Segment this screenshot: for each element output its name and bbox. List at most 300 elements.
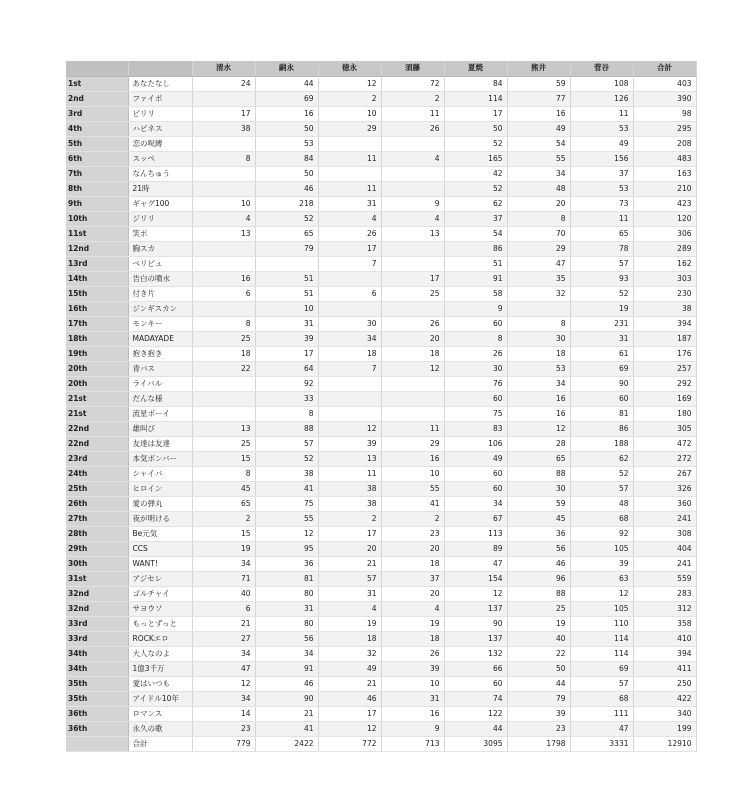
vote-count-cell[interactable] bbox=[507, 301, 570, 316]
vote-count-cell[interactable]: 41 bbox=[381, 496, 444, 511]
vote-count-cell[interactable] bbox=[381, 256, 444, 271]
vote-count-cell[interactable]: 54 bbox=[507, 136, 570, 151]
vote-count-cell[interactable] bbox=[318, 391, 381, 406]
vote-count-cell[interactable]: 69 bbox=[570, 361, 633, 376]
vote-count-cell[interactable] bbox=[318, 136, 381, 151]
vote-count-cell[interactable]: 108 bbox=[570, 76, 633, 91]
vote-count-cell[interactable]: 55 bbox=[381, 481, 444, 496]
vote-count-cell[interactable]: 34 bbox=[507, 166, 570, 181]
vote-count-cell[interactable]: 57 bbox=[570, 481, 633, 496]
vote-count-cell[interactable] bbox=[318, 406, 381, 421]
vote-count-cell[interactable]: 105 bbox=[570, 541, 633, 556]
rank-cell[interactable]: 1st bbox=[66, 76, 128, 91]
vote-count-cell[interactable]: 67 bbox=[444, 511, 507, 526]
vote-count-cell[interactable]: 44 bbox=[507, 676, 570, 691]
rank-cell[interactable]: 35th bbox=[66, 691, 128, 706]
column-header[interactable]: 清水 bbox=[192, 61, 255, 76]
total-value-cell[interactable]: 257 bbox=[633, 361, 696, 376]
vote-count-cell[interactable]: 49 bbox=[507, 121, 570, 136]
total-value-cell[interactable]: 360 bbox=[633, 496, 696, 511]
vote-count-cell[interactable]: 88 bbox=[507, 466, 570, 481]
vote-count-cell[interactable]: 8 bbox=[507, 316, 570, 331]
song-title-cell[interactable]: 恋の呪縛 bbox=[128, 136, 192, 151]
rank-cell[interactable]: 16th bbox=[66, 301, 128, 316]
vote-count-cell[interactable]: 20 bbox=[381, 586, 444, 601]
total-value-cell[interactable]: 241 bbox=[633, 511, 696, 526]
vote-count-cell[interactable]: 8 bbox=[192, 151, 255, 166]
rank-cell[interactable]: 8th bbox=[66, 181, 128, 196]
vote-count-cell[interactable]: 33 bbox=[255, 391, 318, 406]
vote-count-cell[interactable]: 8 bbox=[255, 406, 318, 421]
vote-count-cell[interactable]: 35 bbox=[507, 271, 570, 286]
rank-cell[interactable]: 26th bbox=[66, 496, 128, 511]
vote-count-cell[interactable]: 17 bbox=[318, 706, 381, 721]
rank-cell[interactable]: 11st bbox=[66, 226, 128, 241]
total-value-cell[interactable]: 472 bbox=[633, 436, 696, 451]
column-header[interactable]: 須藤 bbox=[381, 61, 444, 76]
vote-count-cell[interactable]: 31 bbox=[318, 586, 381, 601]
vote-count-cell[interactable]: 63 bbox=[570, 571, 633, 586]
total-value-cell[interactable]: 187 bbox=[633, 331, 696, 346]
vote-count-cell[interactable]: 38 bbox=[318, 496, 381, 511]
total-value-cell[interactable]: 312 bbox=[633, 601, 696, 616]
vote-count-cell[interactable]: 39 bbox=[507, 706, 570, 721]
vote-count-cell[interactable]: 52 bbox=[255, 451, 318, 466]
vote-count-cell[interactable]: 27 bbox=[192, 631, 255, 646]
vote-count-cell[interactable]: 52 bbox=[255, 211, 318, 226]
vote-count-cell[interactable]: 38 bbox=[255, 466, 318, 481]
column-header[interactable]: 菅谷 bbox=[570, 61, 633, 76]
vote-count-cell[interactable]: 218 bbox=[255, 196, 318, 211]
vote-count-cell[interactable]: 9 bbox=[381, 721, 444, 736]
vote-count-cell[interactable]: 46 bbox=[507, 556, 570, 571]
vote-count-cell[interactable]: 90 bbox=[444, 616, 507, 631]
vote-count-cell[interactable]: 12 bbox=[192, 676, 255, 691]
vote-count-cell[interactable]: 34 bbox=[192, 556, 255, 571]
vote-count-cell[interactable] bbox=[381, 136, 444, 151]
vote-count-cell[interactable]: 20 bbox=[381, 541, 444, 556]
vote-count-cell[interactable]: 165 bbox=[444, 151, 507, 166]
total-value-cell[interactable]: 176 bbox=[633, 346, 696, 361]
vote-count-cell[interactable]: 34 bbox=[255, 646, 318, 661]
vote-count-cell[interactable]: 68 bbox=[570, 691, 633, 706]
song-title-cell[interactable]: MADAYADE bbox=[128, 331, 192, 346]
vote-count-cell[interactable]: 22 bbox=[507, 646, 570, 661]
rank-cell[interactable]: 18th bbox=[66, 331, 128, 346]
vote-count-cell[interactable]: 34 bbox=[192, 646, 255, 661]
vote-count-cell[interactable]: 3095 bbox=[444, 736, 507, 751]
vote-count-cell[interactable]: 7 bbox=[318, 256, 381, 271]
vote-count-cell[interactable]: 78 bbox=[570, 241, 633, 256]
vote-count-cell[interactable]: 60 bbox=[444, 391, 507, 406]
vote-count-cell[interactable]: 2422 bbox=[255, 736, 318, 751]
vote-count-cell[interactable]: 8 bbox=[192, 466, 255, 481]
vote-count-cell[interactable]: 18 bbox=[318, 346, 381, 361]
song-title-cell[interactable]: ROCKエロ bbox=[128, 631, 192, 646]
vote-count-cell[interactable]: 60 bbox=[444, 676, 507, 691]
vote-count-cell[interactable]: 15 bbox=[192, 526, 255, 541]
vote-count-cell[interactable]: 38 bbox=[318, 481, 381, 496]
vote-count-cell[interactable]: 16 bbox=[381, 451, 444, 466]
vote-count-cell[interactable]: 17 bbox=[192, 106, 255, 121]
rank-cell[interactable]: 22nd bbox=[66, 436, 128, 451]
vote-count-cell[interactable] bbox=[381, 376, 444, 391]
rank-cell[interactable]: 5th bbox=[66, 136, 128, 151]
total-value-cell[interactable]: 208 bbox=[633, 136, 696, 151]
vote-count-cell[interactable] bbox=[192, 241, 255, 256]
vote-count-cell[interactable] bbox=[381, 301, 444, 316]
vote-count-cell[interactable]: 25 bbox=[381, 286, 444, 301]
vote-count-cell[interactable]: 17 bbox=[381, 271, 444, 286]
vote-count-cell[interactable]: 37 bbox=[570, 166, 633, 181]
vote-count-cell[interactable]: 34 bbox=[507, 376, 570, 391]
vote-count-cell[interactable]: 47 bbox=[444, 556, 507, 571]
vote-count-cell[interactable]: 60 bbox=[444, 481, 507, 496]
vote-count-cell[interactable]: 65 bbox=[255, 226, 318, 241]
rank-cell[interactable]: 10th bbox=[66, 211, 128, 226]
song-title-cell[interactable]: ロマンス bbox=[128, 706, 192, 721]
vote-count-cell[interactable]: 16 bbox=[507, 106, 570, 121]
vote-count-cell[interactable]: 57 bbox=[570, 676, 633, 691]
vote-count-cell[interactable]: 18 bbox=[507, 346, 570, 361]
vote-count-cell[interactable]: 8 bbox=[507, 211, 570, 226]
vote-count-cell[interactable]: 39 bbox=[381, 661, 444, 676]
vote-count-cell[interactable]: 42 bbox=[444, 166, 507, 181]
vote-count-cell[interactable] bbox=[318, 376, 381, 391]
song-title-cell[interactable]: WANT! bbox=[128, 556, 192, 571]
vote-count-cell[interactable] bbox=[381, 166, 444, 181]
vote-count-cell[interactable]: 31 bbox=[570, 331, 633, 346]
column-header[interactable]: 徳永 bbox=[318, 61, 381, 76]
vote-count-cell[interactable]: 65 bbox=[507, 451, 570, 466]
song-title-cell[interactable]: ヒロイン bbox=[128, 481, 192, 496]
vote-count-cell[interactable] bbox=[381, 181, 444, 196]
song-title-cell[interactable]: もっとずっと bbox=[128, 616, 192, 631]
vote-count-cell[interactable] bbox=[192, 301, 255, 316]
rank-cell[interactable]: 32nd bbox=[66, 601, 128, 616]
song-title-cell[interactable]: 1億3千万 bbox=[128, 661, 192, 676]
vote-count-cell[interactable]: 80 bbox=[255, 616, 318, 631]
rank-cell[interactable]: 22nd bbox=[66, 421, 128, 436]
song-title-cell[interactable]: ハピネス bbox=[128, 121, 192, 136]
vote-count-cell[interactable]: 46 bbox=[255, 181, 318, 196]
total-value-cell[interactable]: 423 bbox=[633, 196, 696, 211]
vote-count-cell[interactable]: 74 bbox=[444, 691, 507, 706]
rank-cell[interactable]: 23rd bbox=[66, 451, 128, 466]
header-corner-cell[interactable] bbox=[128, 61, 192, 76]
vote-count-cell[interactable]: 84 bbox=[255, 151, 318, 166]
vote-count-cell[interactable]: 91 bbox=[444, 271, 507, 286]
total-value-cell[interactable]: 292 bbox=[633, 376, 696, 391]
vote-count-cell[interactable]: 18 bbox=[381, 346, 444, 361]
vote-count-cell[interactable]: 26 bbox=[318, 226, 381, 241]
vote-count-cell[interactable]: 61 bbox=[570, 346, 633, 361]
total-value-cell[interactable]: 404 bbox=[633, 541, 696, 556]
vote-count-cell[interactable]: 9 bbox=[444, 301, 507, 316]
rank-cell[interactable]: 7th bbox=[66, 166, 128, 181]
vote-count-cell[interactable]: 18 bbox=[192, 346, 255, 361]
vote-count-cell[interactable]: 50 bbox=[255, 166, 318, 181]
vote-count-cell[interactable]: 10 bbox=[192, 196, 255, 211]
song-title-cell[interactable]: アイドル10年 bbox=[128, 691, 192, 706]
total-value-cell[interactable]: 210 bbox=[633, 181, 696, 196]
vote-count-cell[interactable]: 88 bbox=[255, 421, 318, 436]
vote-count-cell[interactable]: 50 bbox=[255, 121, 318, 136]
song-title-cell[interactable]: ファイポ bbox=[128, 91, 192, 106]
vote-count-cell[interactable]: 2 bbox=[192, 511, 255, 526]
vote-count-cell[interactable]: 41 bbox=[255, 481, 318, 496]
column-header[interactable]: 熊井 bbox=[507, 61, 570, 76]
vote-count-cell[interactable]: 60 bbox=[444, 466, 507, 481]
vote-count-cell[interactable]: 713 bbox=[381, 736, 444, 751]
song-title-cell[interactable]: 合計 bbox=[128, 736, 192, 751]
vote-count-cell[interactable]: 10 bbox=[381, 676, 444, 691]
total-value-cell[interactable]: 12910 bbox=[633, 736, 696, 751]
vote-count-cell[interactable]: 93 bbox=[570, 271, 633, 286]
vote-count-cell[interactable]: 48 bbox=[507, 181, 570, 196]
total-value-cell[interactable]: 394 bbox=[633, 646, 696, 661]
vote-count-cell[interactable]: 15 bbox=[192, 451, 255, 466]
rank-cell[interactable]: 4th bbox=[66, 121, 128, 136]
vote-count-cell[interactable]: 56 bbox=[255, 631, 318, 646]
song-title-cell[interactable]: ベリピュ bbox=[128, 256, 192, 271]
vote-count-cell[interactable]: 20 bbox=[507, 196, 570, 211]
vote-count-cell[interactable]: 70 bbox=[507, 226, 570, 241]
total-value-cell[interactable]: 358 bbox=[633, 616, 696, 631]
vote-count-cell[interactable]: 111 bbox=[570, 706, 633, 721]
vote-count-cell[interactable]: 69 bbox=[570, 661, 633, 676]
total-value-cell[interactable]: 483 bbox=[633, 151, 696, 166]
song-title-cell[interactable]: 夜が明ける bbox=[128, 511, 192, 526]
vote-count-cell[interactable]: 65 bbox=[192, 496, 255, 511]
vote-count-cell[interactable]: 51 bbox=[444, 256, 507, 271]
vote-count-cell[interactable]: 49 bbox=[318, 661, 381, 676]
vote-count-cell[interactable]: 77 bbox=[507, 91, 570, 106]
vote-count-cell[interactable]: 83 bbox=[444, 421, 507, 436]
vote-count-cell[interactable]: 132 bbox=[444, 646, 507, 661]
song-title-cell[interactable]: ギャグ100 bbox=[128, 196, 192, 211]
vote-count-cell[interactable]: 26 bbox=[381, 121, 444, 136]
vote-count-cell[interactable]: 86 bbox=[570, 421, 633, 436]
total-value-cell[interactable]: 410 bbox=[633, 631, 696, 646]
total-value-cell[interactable]: 295 bbox=[633, 121, 696, 136]
vote-count-cell[interactable]: 34 bbox=[192, 691, 255, 706]
vote-count-cell[interactable]: 231 bbox=[570, 316, 633, 331]
vote-count-cell[interactable]: 53 bbox=[507, 361, 570, 376]
vote-count-cell[interactable]: 31 bbox=[381, 691, 444, 706]
rank-cell[interactable]: 2nd bbox=[66, 91, 128, 106]
vote-count-cell[interactable]: 8 bbox=[444, 331, 507, 346]
vote-count-cell[interactable]: 45 bbox=[192, 481, 255, 496]
rank-cell[interactable]: 30th bbox=[66, 556, 128, 571]
vote-count-cell[interactable]: 55 bbox=[507, 151, 570, 166]
vote-count-cell[interactable]: 60 bbox=[570, 391, 633, 406]
vote-count-cell[interactable]: 53 bbox=[570, 121, 633, 136]
vote-count-cell[interactable]: 25 bbox=[192, 436, 255, 451]
vote-count-cell[interactable] bbox=[192, 376, 255, 391]
vote-count-cell[interactable]: 17 bbox=[444, 106, 507, 121]
total-value-cell[interactable]: 303 bbox=[633, 271, 696, 286]
vote-count-cell[interactable]: 51 bbox=[255, 286, 318, 301]
vote-count-cell[interactable]: 36 bbox=[255, 556, 318, 571]
song-title-cell[interactable]: アジセレ bbox=[128, 571, 192, 586]
vote-count-cell[interactable]: 47 bbox=[192, 661, 255, 676]
vote-count-cell[interactable]: 44 bbox=[444, 721, 507, 736]
vote-count-cell[interactable]: 32 bbox=[318, 646, 381, 661]
total-value-cell[interactable]: 411 bbox=[633, 661, 696, 676]
song-title-cell[interactable]: 愛の弾丸 bbox=[128, 496, 192, 511]
vote-count-cell[interactable]: 11 bbox=[318, 151, 381, 166]
song-title-cell[interactable]: 胸スカ bbox=[128, 241, 192, 256]
vote-count-cell[interactable]: 80 bbox=[255, 586, 318, 601]
vote-count-cell[interactable]: 49 bbox=[444, 451, 507, 466]
vote-count-cell[interactable]: 1798 bbox=[507, 736, 570, 751]
vote-count-cell[interactable]: 66 bbox=[444, 661, 507, 676]
total-value-cell[interactable]: 283 bbox=[633, 586, 696, 601]
vote-count-cell[interactable]: 26 bbox=[381, 646, 444, 661]
vote-count-cell[interactable]: 51 bbox=[255, 271, 318, 286]
vote-count-cell[interactable]: 8 bbox=[192, 316, 255, 331]
song-title-cell[interactable]: ジンギスカン bbox=[128, 301, 192, 316]
vote-count-cell[interactable]: 11 bbox=[381, 421, 444, 436]
vote-count-cell[interactable]: 779 bbox=[192, 736, 255, 751]
rank-cell[interactable]: 34th bbox=[66, 646, 128, 661]
total-value-cell[interactable]: 403 bbox=[633, 76, 696, 91]
vote-count-cell[interactable]: 59 bbox=[507, 496, 570, 511]
rank-cell[interactable]: 17th bbox=[66, 316, 128, 331]
vote-count-cell[interactable]: 21 bbox=[318, 556, 381, 571]
vote-count-cell[interactable]: 188 bbox=[570, 436, 633, 451]
vote-count-cell[interactable] bbox=[255, 256, 318, 271]
total-value-cell[interactable]: 394 bbox=[633, 316, 696, 331]
vote-count-cell[interactable]: 52 bbox=[570, 466, 633, 481]
vote-count-cell[interactable]: 4 bbox=[192, 211, 255, 226]
rank-cell[interactable]: 36th bbox=[66, 721, 128, 736]
vote-count-cell[interactable]: 28 bbox=[507, 436, 570, 451]
vote-count-cell[interactable]: 72 bbox=[381, 76, 444, 91]
vote-count-cell[interactable]: 47 bbox=[570, 721, 633, 736]
vote-count-cell[interactable]: 114 bbox=[570, 631, 633, 646]
vote-count-cell[interactable]: 34 bbox=[318, 331, 381, 346]
rank-cell[interactable]: 33rd bbox=[66, 631, 128, 646]
vote-count-cell[interactable] bbox=[381, 391, 444, 406]
vote-count-cell[interactable]: 37 bbox=[381, 571, 444, 586]
vote-count-cell[interactable] bbox=[192, 256, 255, 271]
total-value-cell[interactable]: 306 bbox=[633, 226, 696, 241]
vote-count-cell[interactable]: 17 bbox=[255, 346, 318, 361]
vote-count-cell[interactable]: 62 bbox=[444, 196, 507, 211]
vote-count-cell[interactable]: 75 bbox=[444, 406, 507, 421]
total-value-cell[interactable]: 250 bbox=[633, 676, 696, 691]
total-value-cell[interactable]: 38 bbox=[633, 301, 696, 316]
song-title-cell[interactable]: ジリリ bbox=[128, 211, 192, 226]
vote-count-cell[interactable] bbox=[192, 391, 255, 406]
total-value-cell[interactable]: 180 bbox=[633, 406, 696, 421]
vote-count-cell[interactable]: 90 bbox=[570, 376, 633, 391]
rank-cell[interactable]: 20th bbox=[66, 361, 128, 376]
vote-count-cell[interactable]: 39 bbox=[255, 331, 318, 346]
vote-count-cell[interactable]: 12 bbox=[318, 721, 381, 736]
song-title-cell[interactable]: サヨウソ bbox=[128, 601, 192, 616]
vote-count-cell[interactable]: 10 bbox=[255, 301, 318, 316]
vote-count-cell[interactable]: 11 bbox=[318, 466, 381, 481]
vote-count-cell[interactable]: 29 bbox=[318, 121, 381, 136]
rank-cell[interactable]: 35th bbox=[66, 676, 128, 691]
vote-count-cell[interactable]: 7 bbox=[318, 361, 381, 376]
vote-count-cell[interactable]: 46 bbox=[255, 676, 318, 691]
vote-count-cell[interactable]: 114 bbox=[570, 646, 633, 661]
vote-count-cell[interactable]: 62 bbox=[570, 451, 633, 466]
vote-count-cell[interactable]: 4 bbox=[381, 151, 444, 166]
vote-count-cell[interactable]: 40 bbox=[507, 631, 570, 646]
vote-count-cell[interactable]: 21 bbox=[255, 706, 318, 721]
vote-count-cell[interactable] bbox=[192, 166, 255, 181]
song-title-cell[interactable]: 友達は友達 bbox=[128, 436, 192, 451]
vote-count-cell[interactable]: 106 bbox=[444, 436, 507, 451]
rank-cell[interactable]: 36th bbox=[66, 706, 128, 721]
vote-count-cell[interactable] bbox=[192, 181, 255, 196]
total-value-cell[interactable]: 169 bbox=[633, 391, 696, 406]
vote-count-cell[interactable]: 21 bbox=[318, 676, 381, 691]
total-value-cell[interactable]: 199 bbox=[633, 721, 696, 736]
rank-cell[interactable]: 15th bbox=[66, 286, 128, 301]
header-corner-cell[interactable] bbox=[66, 61, 128, 76]
vote-count-cell[interactable]: 31 bbox=[255, 601, 318, 616]
vote-count-cell[interactable]: 18 bbox=[381, 556, 444, 571]
total-value-cell[interactable]: 340 bbox=[633, 706, 696, 721]
vote-count-cell[interactable]: 37 bbox=[444, 211, 507, 226]
vote-count-cell[interactable]: 19 bbox=[318, 616, 381, 631]
song-title-cell[interactable]: モンキー bbox=[128, 316, 192, 331]
rank-cell[interactable]: 32nd bbox=[66, 586, 128, 601]
vote-count-cell[interactable] bbox=[318, 271, 381, 286]
vote-count-cell[interactable]: 71 bbox=[192, 571, 255, 586]
vote-count-cell[interactable] bbox=[192, 136, 255, 151]
vote-count-cell[interactable]: 52 bbox=[444, 181, 507, 196]
vote-count-cell[interactable]: 16 bbox=[255, 106, 318, 121]
rank-cell[interactable]: 21st bbox=[66, 406, 128, 421]
column-header[interactable]: 合計 bbox=[633, 61, 696, 76]
vote-count-cell[interactable]: 11 bbox=[381, 106, 444, 121]
song-title-cell[interactable]: ピリリ bbox=[128, 106, 192, 121]
song-title-cell[interactable]: CCS bbox=[128, 541, 192, 556]
vote-count-cell[interactable]: 58 bbox=[444, 286, 507, 301]
vote-count-cell[interactable]: 34 bbox=[444, 496, 507, 511]
vote-count-cell[interactable]: 16 bbox=[507, 406, 570, 421]
vote-count-cell[interactable]: 6 bbox=[192, 286, 255, 301]
song-title-cell[interactable]: 告白の噴水 bbox=[128, 271, 192, 286]
total-value-cell[interactable]: 230 bbox=[633, 286, 696, 301]
vote-count-cell[interactable]: 48 bbox=[570, 496, 633, 511]
vote-count-cell[interactable]: 53 bbox=[570, 181, 633, 196]
vote-count-cell[interactable]: 52 bbox=[444, 136, 507, 151]
vote-count-cell[interactable]: 65 bbox=[570, 226, 633, 241]
vote-count-cell[interactable]: 84 bbox=[444, 76, 507, 91]
vote-count-cell[interactable]: 47 bbox=[507, 256, 570, 271]
vote-count-cell[interactable]: 60 bbox=[444, 316, 507, 331]
vote-count-cell[interactable]: 22 bbox=[192, 361, 255, 376]
total-value-cell[interactable]: 305 bbox=[633, 421, 696, 436]
rank-cell[interactable]: 13rd bbox=[66, 256, 128, 271]
vote-count-cell[interactable]: 105 bbox=[570, 601, 633, 616]
vote-count-cell[interactable]: 26 bbox=[444, 346, 507, 361]
rank-cell[interactable]: 20th bbox=[66, 376, 128, 391]
song-title-cell[interactable]: ゴルチャイ bbox=[128, 586, 192, 601]
vote-count-cell[interactable]: 29 bbox=[381, 436, 444, 451]
vote-count-cell[interactable]: 13 bbox=[318, 451, 381, 466]
total-value-cell[interactable]: 98 bbox=[633, 106, 696, 121]
song-title-cell[interactable]: 付き片 bbox=[128, 286, 192, 301]
